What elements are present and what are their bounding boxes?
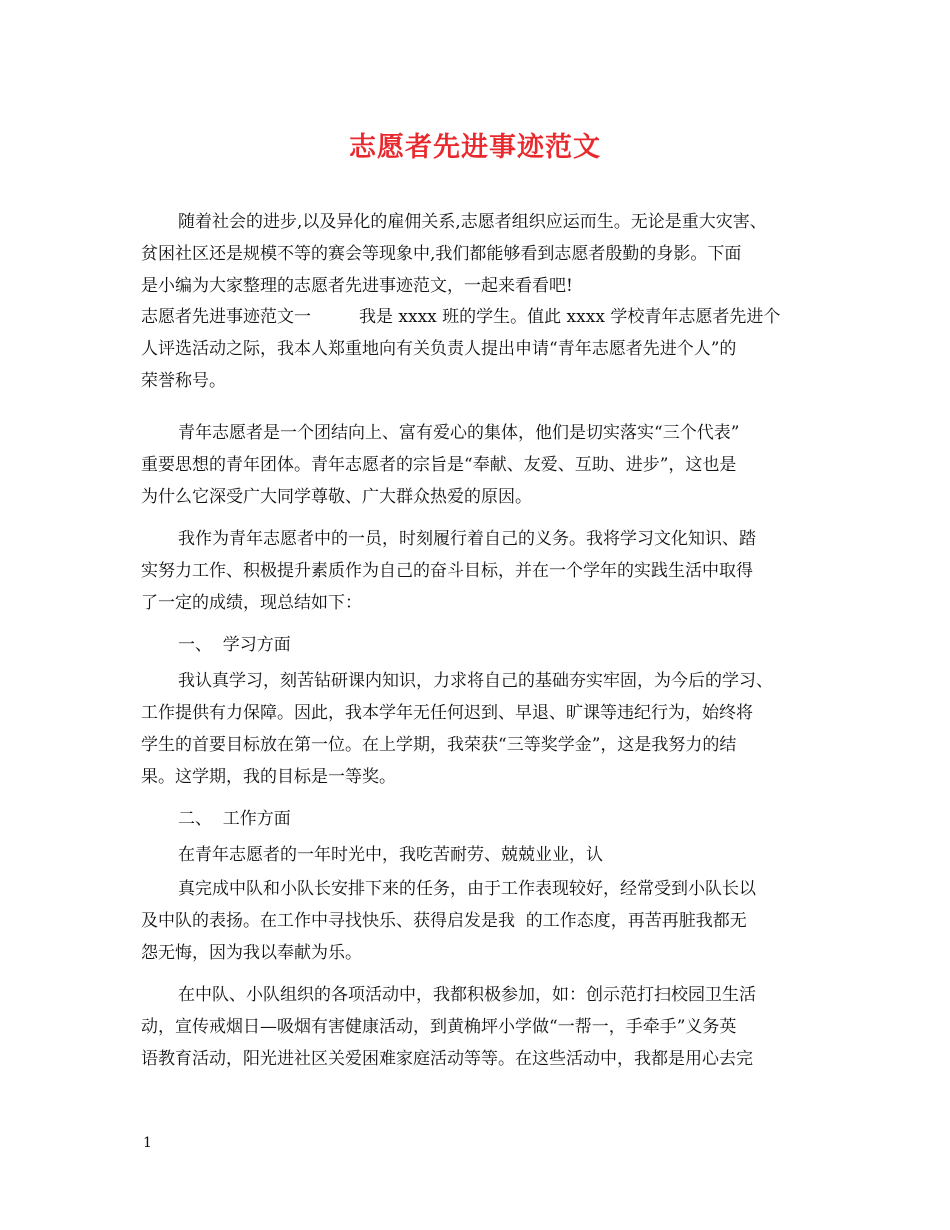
- paragraph-line: 动，宣传戒烟日—吸烟有害健康活动，到黄桷坪小学做“一帮一，手牵手”义务英: [141, 1017, 737, 1037]
- paragraph-line: 果。这学期，我的目标是一等奖。: [141, 767, 396, 787]
- paragraph-line: 人评选活动之际，我本人郑重地向有关负责人提出申请“青年志愿者先进个人”的: [141, 339, 737, 359]
- paragraph-line: 在中队、小队组织的各项活动中，我都积极参加，如：创示范打扫校园卫生活: [178, 985, 756, 1005]
- paragraph-line: 真完成中队和小队长安排下来的任务，由于工作表现较好，经常受到小队长以: [178, 879, 756, 899]
- paragraph-line: 我作为青年志愿者中的一员，时刻履行着自己的义务。我将学习文化知识、踏: [178, 529, 756, 549]
- paragraph-line: 了一定的成绩，现总结如下：: [141, 593, 362, 613]
- paragraph-line: 实努力工作、积极提升素质作为自己的奋斗目标，并在一个学年的实践生活中取得: [141, 561, 753, 581]
- paragraph-line: 重要思想的青年团体。青年志愿者的宗旨是“奉献、友爱、互助、进步”，这也是: [141, 455, 737, 475]
- paragraph-line: 青年志愿者是一个团结向上、富有爱心的集体，他们是切实落实“三个代表”: [178, 423, 740, 443]
- paragraph-line-with-heading: [141, 301, 780, 333]
- paragraph-line: 语教育活动，阳光进社区关爱困难家庭活动等等。在这些活动中，我都是用心去完: [141, 1049, 753, 1069]
- paragraph-line: 随着社会的进步,以及异化的雇佣关系,志愿者组织应运而生。无论是重大灾害、: [178, 212, 767, 232]
- paragraph-line: 在青年志愿者的一年时光中，我吃苦耐劳、兢兢业业，认: [178, 845, 603, 865]
- paragraph-line: 贫困社区还是规模不等的赛会等现象中,我们都能够看到志愿者殷勤的身影。下面: [141, 244, 742, 264]
- section-heading: 二、 工作方面: [178, 809, 291, 829]
- section-heading: 一、 学习方面: [178, 635, 291, 655]
- document-title: 志愿者先进事迹范文: [349, 132, 601, 163]
- paragraph-line: 荣誉称号。: [141, 371, 226, 391]
- paragraph-line: 怨无悔，因为我以奉献为乐。: [141, 943, 362, 963]
- paragraph-line: 为什么它深受广大同学尊敬、广大群众热爱的原因。: [141, 487, 532, 507]
- section-heading: 志愿者先进事迹范文一: [141, 307, 311, 327]
- paragraph-text: 我是 xxxx 班的学生。值此 xxxx 学校青年志愿者先进个: [359, 307, 781, 327]
- paragraph-line: 我认真学习，刻苦钻研课内知识，力求将自己的基础夯实牢固，为今后的学习、: [178, 671, 773, 691]
- paragraph-line: 是小编为大家整理的志愿者先进事迹范文，一起来看看吧!: [141, 276, 573, 296]
- paragraph-line: 工作提供有力保障。因此，我本学年无任何迟到、早退、旷课等违纪行为，始终将: [141, 703, 753, 723]
- page-number: 1: [143, 1135, 152, 1151]
- paragraph-line: 学生的首要目标放在第一位。在上学期，我荣获“三等奖学金”，这是我努力的结: [141, 735, 737, 755]
- paragraph-line: 及中队的表扬。在工作中寻找快乐、获得启发是我 的工作态度，再苦再脏我都无: [141, 911, 747, 931]
